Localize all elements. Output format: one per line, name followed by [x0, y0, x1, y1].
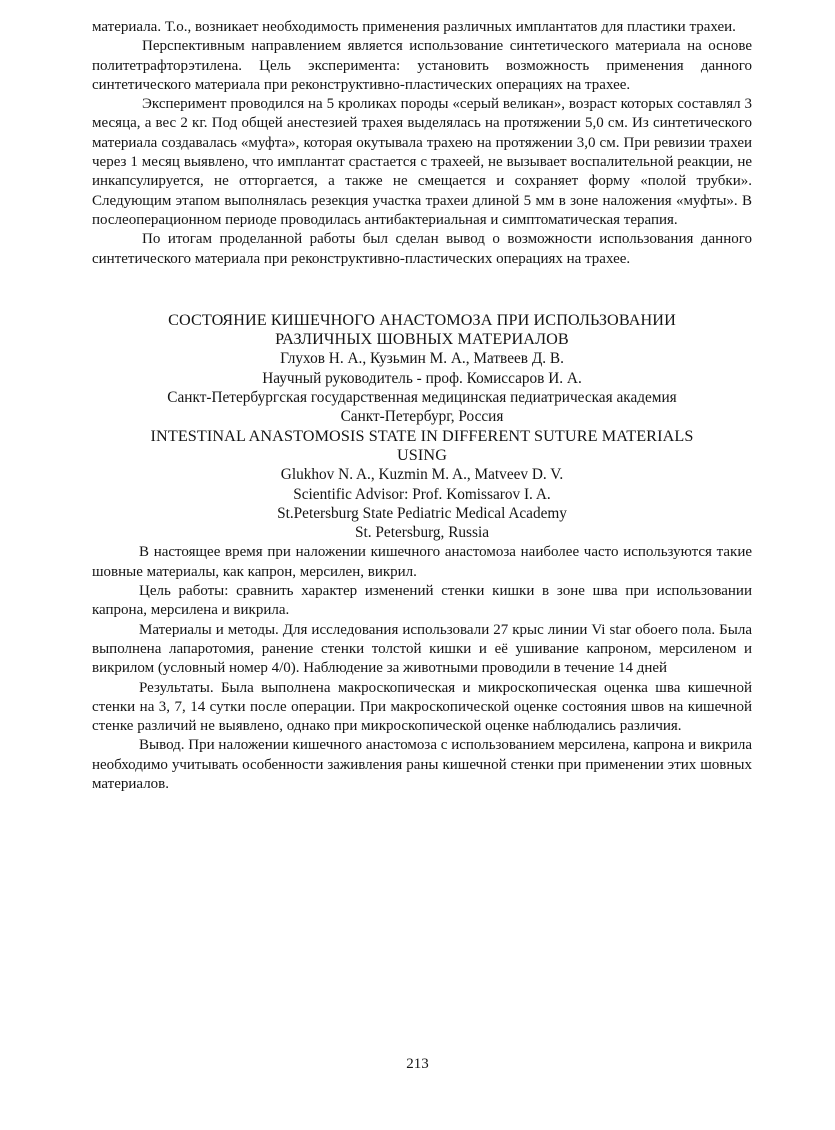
paragraph: Эксперимент проводился на 5 кроликах породы «серый великан», возраст которых составлял 3 месяца, а вес 2 кг. Под общей анестезией трахея выделялась на протяжении 5,0 см. Из синтетического материала создавалась «муфта», которая окутывала трахею на протяжении 3,0 см. При ревизии трахеи через 1 месяц выявлено, что имплантат срастается с трахеей, не вызывает воспалительной реакции, не инкапсулируется, не отторгается, а также не смещается и сохраняет форму «полой трубки». Следующим этапом выполнялась резекция участка трахеи длиной 5 мм в зоне наложения «муфты». В послеоперационном периоде проводилась антибактериальная и симптоматическая терапия. [92, 96, 752, 228]
authors-ru: Глухов Н. А., Кузьмин М. А., Матвеев Д. В. [280, 350, 564, 368]
paragraph: материала. Т.о., возникает необходимость применения различных имплантатов для пластики трахеи. [92, 19, 736, 35]
advisor-en: Scientific Advisor: Prof. Komissarov I. A. [293, 485, 551, 503]
article-header [92, 311, 752, 543]
article-title-ru-line2: РАЗЛИЧНЫХ ШОВНЫХ МАТЕРИАЛОВ [275, 330, 569, 349]
paragraph: Цель работы: сравнить характер изменений стенки кишки в зоне шва при использовании капрона, мерсилена и викрила. [92, 583, 752, 619]
previous-article-continuation [92, 18, 752, 269]
article-body [92, 543, 752, 794]
document-page [92, 18, 752, 794]
institution-ru: Санкт-Петербургская государственная медицинская педиатрическая академия [167, 389, 677, 407]
city-en: St. Petersburg, Russia [355, 524, 489, 542]
article-title-en-line1: INTESTINAL ANASTOMOSIS STATE IN DIFFERENT SUTURE MATERIALS [150, 426, 694, 445]
paragraph: В настоящее время при наложении кишечного анастомоза наиболее часто используются такие шовные материалы, как капрон, мерсилен, викрил. [92, 544, 752, 580]
page-number: 213 [406, 1056, 429, 1072]
paragraph: По итогам проделанной работы был сделан вывод о возможности использования данного синтетического материала при реконструктивно-пластических операциях на трахее. [92, 231, 752, 267]
paragraph: Результаты. Была выполнена макроскопическая и микроскопическая оценка шва кишечной стенки на 3, 7, 14 сутки после операции. При макроскопической оценке состояния швов на кишечной стенке различий не выявлено, однако при микроскопической оценке наблюдались различия. [92, 679, 752, 735]
advisor-ru: Научный руководитель - проф. Комиссаров И. А. [262, 369, 582, 387]
paragraph: Вывод. При наложении кишечного анастомоза с использованием мерсилена, капрона и викрила необходимо учитывать особенности заживления раны кишечной стенки при применении этих шовных материалов. [92, 737, 752, 792]
article-title-en-line2: USING [397, 445, 447, 464]
article-title-ru-line1: СОСТОЯНИЕ КИШЕЧНОГО АНАСТОМОЗА ПРИ ИСПОЛЬЗОВАНИИ [168, 310, 676, 329]
paragraph: Перспективным направлением является использование синтетического материала на основе политетрафторэтилена. Цель эксперимента: установить возможность применения данного синтетического материала при реконструктивно-пластических операциях на трахее. [92, 38, 752, 93]
paragraph: Материалы и методы. Для исследования использовали 27 крыс линии Vi star обоего пола. Была выполнена лапаротомия, ранение стенки толстой кишки и её ушивание капроном, мерсиленом и викрилом (условный номер 4/0). Наблюдение за животными проводили в течение 14 дней [92, 621, 752, 677]
institution-en: St.Petersburg State Pediatric Medical Academy [277, 504, 567, 522]
city-ru: Санкт-Петербург, Россия [340, 408, 504, 426]
authors-en: Glukhov N. A., Kuzmin M. A., Matveev D. V. [280, 466, 564, 484]
